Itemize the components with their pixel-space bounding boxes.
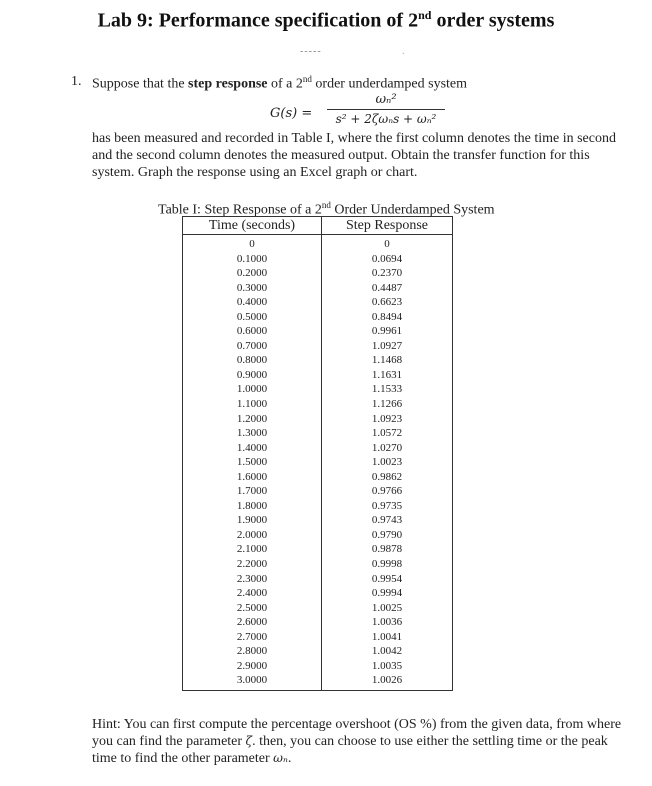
response-value: 0.9862 <box>371 470 403 483</box>
step-response-table <box>182 216 453 691</box>
time-value: 0.7000 <box>236 339 268 352</box>
time-value: 1.7000 <box>236 485 268 498</box>
response-value: 1.0041 <box>371 630 403 643</box>
response-value: 0.6623 <box>371 296 403 309</box>
response-value: 0.9998 <box>371 558 403 571</box>
time-value: 2.8000 <box>236 645 268 658</box>
time-value: 2.2000 <box>236 558 268 571</box>
time-value: 1.6000 <box>236 470 268 483</box>
decorative-dot: . <box>402 46 405 57</box>
response-value: 1.0023 <box>371 456 403 469</box>
time-value: 2.7000 <box>236 630 268 643</box>
time-value: 2.4000 <box>236 587 268 600</box>
response-value: 1.0025 <box>371 601 403 614</box>
table-caption: Table I: Step Response of a 2nd Order Underdamped System <box>158 200 495 218</box>
response-value: 0.9994 <box>371 587 403 600</box>
response-value: 0.9954 <box>371 572 403 585</box>
page-title: Lab 9: Performance specification of 2nd order systems <box>97 8 555 32</box>
response-value: 1.0042 <box>371 645 403 658</box>
hint-text: Hint: You can first compute the percentage overshoot (OS %) from the given data, from where you can find the parameter ζ. then, you can choose to use either the settling time or the peak time to find the other parameter ωₙ. <box>92 717 622 766</box>
time-column-header: Time (seconds) <box>183 217 322 235</box>
response-value: 0.9743 <box>371 514 403 527</box>
response-value: 0.4487 <box>371 281 403 294</box>
response-value: 0.0694 <box>371 252 403 265</box>
time-value: 2.1000 <box>236 543 268 556</box>
time-value: 1.0000 <box>236 383 268 396</box>
time-value: 0 <box>249 238 255 250</box>
time-value: 0.6000 <box>236 325 268 338</box>
transfer-function-fraction <box>327 91 445 128</box>
response-value: 1.0572 <box>371 427 403 440</box>
time-value: 0.2000 <box>236 267 268 280</box>
response-value: 0.8494 <box>371 310 403 323</box>
time-value: 0.5000 <box>236 310 268 323</box>
response-value: 1.1266 <box>371 398 403 411</box>
transfer-function-numerator: ωₙ² <box>375 92 397 107</box>
question-intro: Suppose that the step response of a 2nd order underdamped system <box>92 74 468 92</box>
time-value: 3.0000 <box>236 674 268 687</box>
time-value: 2.6000 <box>236 616 268 629</box>
response-value: 1.0923 <box>371 412 403 425</box>
response-value: 0.9766 <box>371 485 403 498</box>
response-value: 1.0927 <box>371 339 403 352</box>
response-value: 0.9961 <box>371 325 403 338</box>
time-value: 0.4000 <box>236 296 268 309</box>
response-value: 1.0036 <box>371 616 403 629</box>
response-value: 0.9790 <box>371 528 403 541</box>
time-value: 1.3000 <box>236 427 268 440</box>
response-value: 1.0035 <box>371 659 403 672</box>
response-value: 0.9878 <box>371 543 403 556</box>
response-value: 1.0270 <box>371 441 403 454</box>
transfer-function-lhs: G(s) = <box>270 106 313 121</box>
response-value: 1.1631 <box>371 368 403 381</box>
time-value: 1.4000 <box>236 441 268 454</box>
question-number: 1. <box>71 74 82 89</box>
response-value: 0.2370 <box>371 267 403 280</box>
response-value: 1.1533 <box>371 383 403 396</box>
response-values-column <box>322 235 453 691</box>
time-value: 1.8000 <box>236 499 268 512</box>
time-value: 1.1000 <box>236 398 268 411</box>
response-value: 0.9735 <box>371 499 403 512</box>
time-value: 1.5000 <box>236 456 268 469</box>
decorative-dash: ----- <box>300 46 322 57</box>
time-value: 0.3000 <box>236 281 268 294</box>
time-values-column <box>183 235 322 691</box>
time-value: 1.2000 <box>236 412 268 425</box>
time-value: 0.8000 <box>236 354 268 367</box>
response-value: 0 <box>384 238 390 250</box>
time-value: 2.3000 <box>236 572 268 585</box>
transfer-function-denominator: s² + 2ζωₙs + ωₙ² <box>335 112 437 126</box>
response-value: 1.0026 <box>371 674 403 687</box>
time-value: 2.0000 <box>236 528 268 541</box>
question-paragraph: has been measured and recorded in Table I, where the first column denotes the time in second and the second column denotes the measured output. Obtain the transfer function for this system. Graph the response using an Excel graph or chart. <box>92 131 616 180</box>
time-value: 2.5000 <box>236 601 268 614</box>
response-column-header: Step Response <box>322 217 453 235</box>
time-value: 2.9000 <box>236 659 268 672</box>
response-value: 1.1468 <box>371 354 403 367</box>
time-value: 0.1000 <box>236 252 268 265</box>
time-value: 1.9000 <box>236 514 268 527</box>
time-value: 0.9000 <box>236 368 268 381</box>
